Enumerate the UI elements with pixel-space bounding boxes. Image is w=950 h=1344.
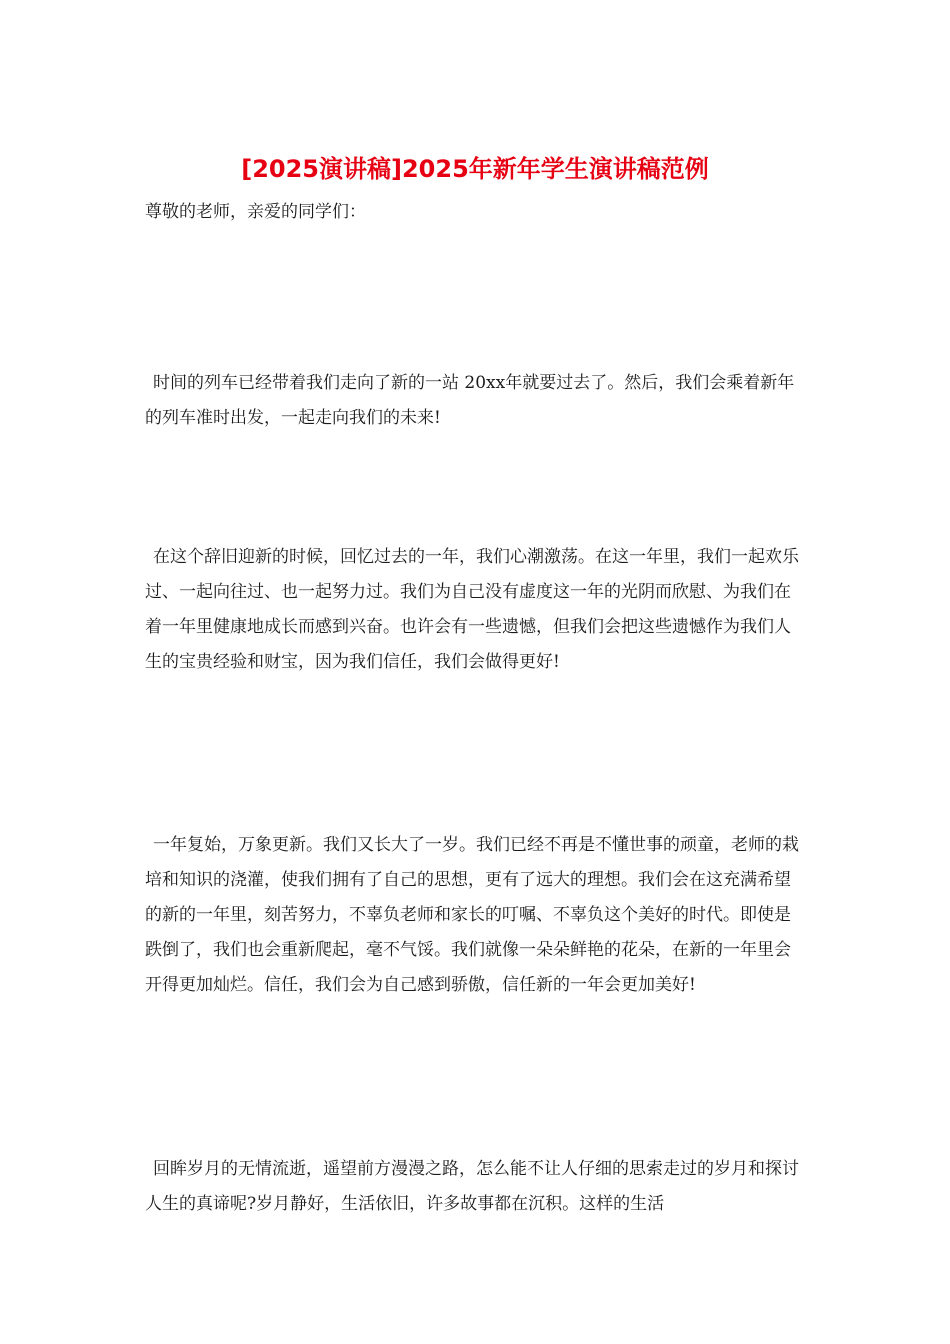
- document-title: [2025演讲稿]2025年新年学生演讲稿范例: [241, 155, 709, 183]
- paragraph-2: 在这个辞旧迎新的时候，回忆过去的一年，我们心潮激荡。在这一年里，我们一起欢乐过、一起向往过、也一起努力过。我们为自己没有虚度这一年的光阴而欣慰、为我们在着一年里健康地成长而感到兴奋。也许会有一些遗憾，但我们会把这些遗憾作为我们人生的宝贵经验和财宝，因为我们信任，我们会做得更好!: [145, 547, 799, 672]
- paragraph-4: 回眸岁月的无情流逝，遥望前方漫漫之路，怎么能不让人仔细的思索走过的岁月和探讨人生的真谛呢?岁月静好，生活依旧，许多故事都在沉积。这样的生活: [145, 1159, 799, 1214]
- salutation: 尊敬的老师，亲爱的同学们：: [145, 202, 366, 222]
- paragraph-3: 一年复始，万象更新。我们又长大了一岁。我们已经不再是不懂世事的顽童，老师的栽培和知识的浇灌，使我们拥有了自己的思想，更有了远大的理想。我们会在这充满希望的新的一年里，刻苦努力，不辜负老师和家长的叮嘱、不辜负这个美好的时代。即使是跌倒了，我们也会重新爬起，毫不气馁。我们就像一朵朵鲜艳的花朵，在新的一年里会开得更加灿烂。信任，我们会为自己感到骄傲，信任新的一年会更加美好!: [145, 835, 799, 995]
- paragraph-1: 时间的列车已经带着我们走向了新的一站 20xx年就要过去了。然后，我们会乘着新年的列车准时出发，一起走向我们的未来!: [145, 373, 795, 428]
